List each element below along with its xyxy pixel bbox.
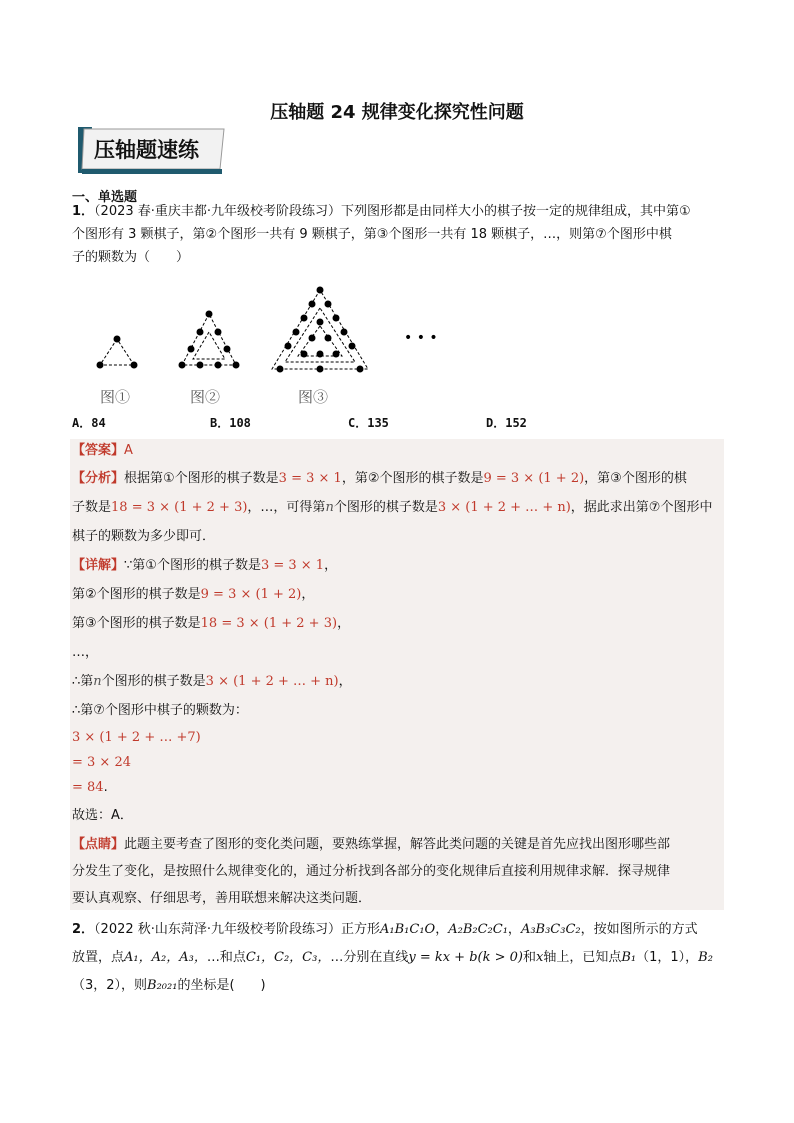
q1-figure bbox=[90, 282, 450, 412]
q2-line-3: （3，2），则B₂₀₂₁的坐标是( ) bbox=[72, 978, 266, 993]
analysis-line-2: 子数是18 = 3 × (1 + 2 + 3)，…，可得第n个图形的棋子数是3 × (1 + 2 + … + n)，据此求出第⑦个图形中 bbox=[72, 500, 713, 515]
q1-line-1: 1．（2023 春·重庆丰都·九年级校考阶段练习）下列图形都是由同样大小的棋子按一定的规律组成，其中第① bbox=[72, 204, 691, 219]
option-b: B．108 bbox=[210, 416, 251, 430]
comment-line-2: 分发生了变化，是按照什么规律变化的，通过分析找到各部分的变化规律后直接利用规律求解．探寻规律 bbox=[72, 864, 671, 879]
detail-line-2: 第②个图形的棋子数是9 = 3 × (1 + 2)， bbox=[72, 587, 315, 602]
q1-line-3: 子的颗数为（ ） bbox=[72, 250, 190, 265]
banner-underline bbox=[82, 169, 222, 174]
detail-line-4: …， bbox=[72, 645, 99, 660]
calc-line-1: 3 × (1 + 2 + … +7) bbox=[72, 730, 201, 745]
calc-line-2: = 3 × 24 bbox=[72, 755, 131, 770]
calc-line-3: = 84. bbox=[72, 780, 108, 795]
option-d: D．152 bbox=[486, 416, 527, 430]
option-c: C．135 bbox=[348, 416, 389, 430]
q1-line-2: 个图形有 3 颗棋子，第②个图形一共有 9 颗棋子，第③个图形一共有 18 颗棋子，…，则第⑦个图形中棋 bbox=[72, 227, 672, 242]
analysis-line-1: 【分析】根据第①个图形的棋子数是3 = 3 × 1，第②个图形的棋子数是9 = 3 × (1 + 2)，第③个图形的棋 bbox=[72, 471, 687, 486]
comment-line-1: 【点睛】此题主要考查了图形的变化类问题，要熟练掌握，解答此类问题的关键是首先应找出图形哪些部 bbox=[72, 837, 671, 852]
comment-line-3: 要认真观察、仔细思考，善用联想来解决这类问题． bbox=[72, 891, 372, 906]
piece bbox=[114, 336, 121, 343]
q2-line-1: 2．（2022 秋·山东菏泽·九年级校考阶段练习）正方形A₁B₁C₁O，A₂B₂C₂C₁，A₃B₃C₃C₂，按如图所示的方式 bbox=[72, 922, 698, 937]
figure-label-1: 图① bbox=[100, 388, 131, 406]
detail-line-3: 第③个图形的棋子数是18 = 3 × (1 + 2 + 3)， bbox=[72, 616, 351, 631]
page-title: 压轴题 24 规律变化探究性问题 bbox=[270, 102, 524, 123]
figure-label-2: 图② bbox=[190, 388, 221, 406]
banner-text: 压轴题速练 bbox=[94, 138, 199, 162]
q2-line-2: 放置，点A₁，A₂，A₃，…和点C₁，C₂，C₃，…分别在直线y = kx + b(k > 0)和x轴上，已知点B₁（1，1），B₂ bbox=[72, 950, 713, 965]
figure-3 bbox=[272, 287, 368, 373]
choose-line: 故选：A． bbox=[72, 808, 133, 823]
figure-label-3: 图③ bbox=[298, 388, 329, 406]
answer-line: 【答案】A bbox=[72, 443, 133, 458]
detail-line-1: 【详解】∵第①个图形的棋子数是3 = 3 × 1， bbox=[72, 558, 338, 573]
figure-1 bbox=[97, 336, 138, 369]
option-a: A．84 bbox=[72, 416, 106, 430]
figure-ellipsis: • • • bbox=[404, 330, 438, 346]
section-heading: 一、单选题 bbox=[72, 190, 138, 205]
section-banner bbox=[78, 125, 226, 175]
detail-line-6: ∴第⑦个图形中棋子的颗数为： bbox=[72, 703, 248, 718]
figure-2 bbox=[179, 311, 240, 369]
piece bbox=[97, 362, 104, 369]
analysis-line-3: 棋子的颗数为多少即可． bbox=[72, 529, 216, 544]
piece bbox=[131, 362, 138, 369]
detail-line-5: ∴第n个图形的棋子数是3 × (1 + 2 + … + n)， bbox=[72, 674, 352, 689]
